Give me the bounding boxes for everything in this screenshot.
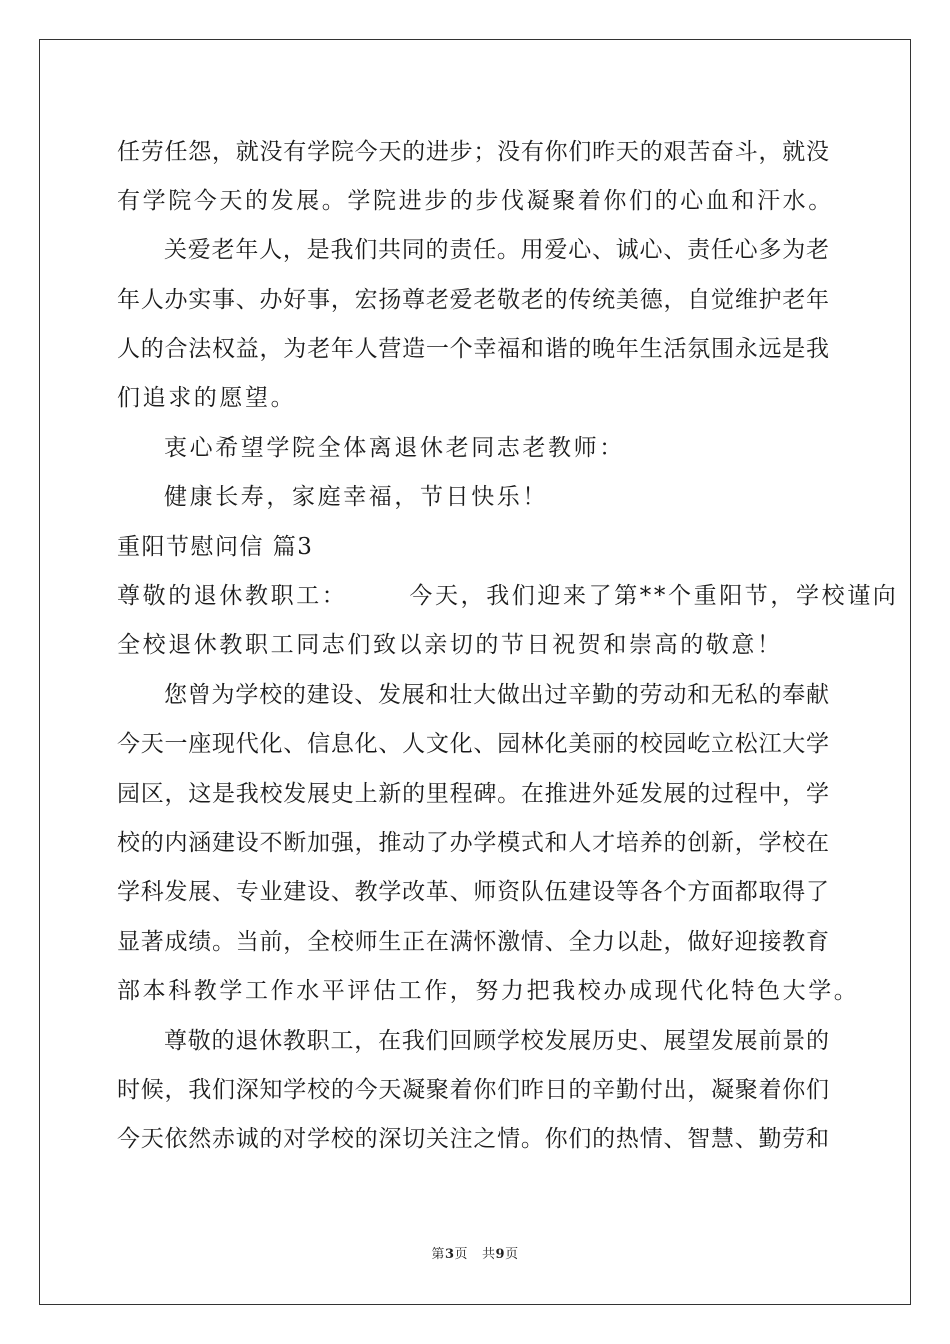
section-heading: 重阳节慰问信 篇3 — [117, 534, 314, 560]
body-text-line: 关爱老年人，是我们共同的责任。用爱心、诚心、责任心多为老 — [164, 237, 829, 263]
total-suffix: 页 — [505, 1247, 519, 1262]
body-text-line: 任劳任怨，就没有学院今天的进步；没有你们昨天的艰苦奋斗，就没 — [117, 139, 829, 165]
body-text-line: 时候，我们深知学校的今天凝聚着你们昨日的辛勤付出，凝聚着你们 — [117, 1077, 829, 1103]
page-number: 3 — [444, 1247, 455, 1262]
body-text-line: 全校退休教职工同志们致以亲切的节日祝贺和崇高的敬意！ — [117, 632, 783, 658]
body-text-line: 园区，这是我校发展史上新的里程碑。在推进外延发展的过程中，学 — [117, 781, 829, 807]
page-footer — [0, 1247, 950, 1263]
total-prefix: 共 — [482, 1247, 496, 1262]
page-border — [39, 39, 911, 1305]
body-text-line: 您曾为学校的建设、发展和壮大做出过辛勤的劳动和无私的奉献 — [164, 682, 829, 708]
body-text-line: 年人办实事、办好事，宏扬尊老爱老敬老的传统美德，自觉维护老年 — [117, 287, 829, 313]
page-total: 9 — [495, 1247, 506, 1262]
body-text-line: 校的内涵建设不断加强，推动了办学模式和人才培养的创新，学校在 — [117, 830, 829, 856]
page-prefix: 第 — [431, 1247, 445, 1262]
body-text-line: 学科发展、专业建设、教学改革、师资队伍建设等各个方面都取得了 — [117, 879, 829, 905]
body-text-line: 人的合法权益，为老年人营造一个幸福和谐的晚年生活氛围永远是我 — [117, 336, 829, 362]
body-text-line: 们追求的愿望。 — [117, 385, 297, 411]
body-text-line: 健康长寿，家庭幸福，节日快乐！ — [164, 484, 548, 510]
salutation-line — [117, 581, 898, 611]
body-text-line: 衷心希望学院全体离退休老同志老教师： — [164, 435, 625, 461]
body-text-line: 部本科教学工作水平评估工作，努力把我校办成现代化特色大学。 — [117, 978, 860, 1004]
page-suffix: 页 — [454, 1247, 468, 1262]
body-text: 今天，我们迎来了第**个重阳节，学校谨向 — [409, 583, 899, 609]
salutation: 尊敬的退休教职工： — [117, 583, 348, 609]
body-text-line: 今天一座现代化、信息化、人文化、园林化美丽的校园屹立松江大学 — [117, 731, 829, 757]
body-text-line: 显著成绩。当前，全校师生正在满怀激情、全力以赴，做好迎接教育 — [117, 929, 829, 955]
body-text-line: 今天依然赤诚的对学校的深切关注之情。你们的热情、智慧、勤劳和 — [117, 1126, 829, 1152]
body-text-line: 有学院今天的发展。学院进步的步伐凝聚着你们的心血和汗水。 — [117, 188, 834, 214]
body-text-line: 尊敬的退休教职工，在我们回顾学校发展历史、展望发展前景的 — [164, 1028, 829, 1054]
